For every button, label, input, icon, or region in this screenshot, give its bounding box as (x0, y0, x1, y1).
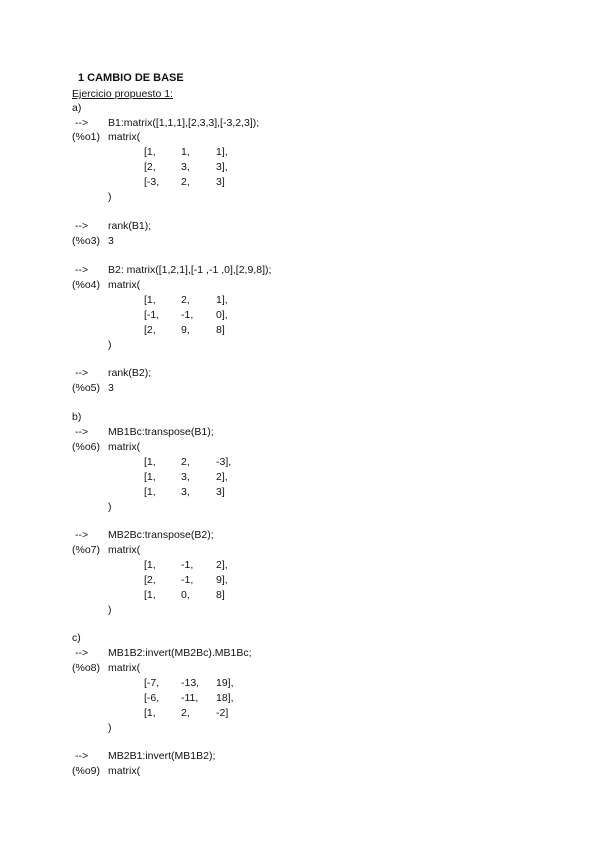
input-line: B1:matrix([1,1,1],[2,3,3],[-3,2,3]); (108, 117, 260, 129)
matrix-entry: 3, (181, 471, 190, 483)
matrix-entry: -2] (216, 707, 229, 719)
input-line: rank(B1); (108, 220, 152, 232)
input-prompt: --> (75, 220, 89, 232)
output-text: 3 (108, 382, 114, 394)
output-text: matrix( (108, 131, 141, 143)
matrix-entry: -1, (181, 309, 194, 321)
matrix-entry: [1, (144, 707, 156, 719)
input-prompt: --> (75, 647, 89, 659)
output-text: matrix( (108, 441, 141, 453)
matrix-entry: 9, (181, 324, 190, 336)
exercise-title: Ejercicio propuesto 1: (72, 88, 173, 100)
output-label: (%o5) (72, 382, 101, 394)
input-prompt: --> (75, 426, 89, 438)
output-label: (%o4) (72, 279, 101, 291)
matrix-entry: 3, (181, 486, 190, 498)
matrix-close: ) (108, 501, 112, 513)
matrix-entry: -11, (181, 692, 199, 704)
matrix-entry: 2, (181, 456, 190, 468)
output-label: (%o8) (72, 662, 101, 674)
matrix-entry: 2], (216, 471, 228, 483)
matrix-entry: [1, (144, 456, 156, 468)
output-text: 3 (108, 235, 114, 247)
matrix-entry: [1, (144, 146, 156, 158)
matrix-entry: 8] (216, 324, 225, 336)
matrix-close: ) (108, 339, 112, 351)
matrix-entry: 3, (181, 161, 190, 173)
matrix-entry: 3] (216, 486, 225, 498)
matrix-entry: [2, (144, 161, 156, 173)
output-label: (%o1) (72, 131, 101, 143)
input-line: MB1Bc:transpose(B1); (108, 426, 214, 438)
part-c-label: c) (72, 632, 81, 644)
output-label: (%o6) (72, 441, 101, 453)
matrix-entry: 3], (216, 161, 228, 173)
output-label: (%o7) (72, 544, 101, 556)
matrix-entry: [1, (144, 559, 156, 571)
matrix-entry: [-3, (144, 176, 160, 188)
matrix-entry: 8] (216, 589, 225, 601)
output-label: (%o9) (72, 765, 101, 777)
output-text: matrix( (108, 765, 141, 777)
matrix-entry: [-7, (144, 677, 160, 689)
matrix-entry: 1], (216, 146, 228, 158)
output-label: (%o3) (72, 235, 101, 247)
matrix-entry: [1, (144, 589, 156, 601)
input-line: MB2B1:invert(MB1B2); (108, 750, 216, 762)
output-text: matrix( (108, 662, 141, 674)
input-prompt: --> (75, 750, 89, 762)
matrix-entry: 3] (216, 176, 225, 188)
input-prompt: --> (75, 117, 89, 129)
matrix-entry: 2, (181, 294, 190, 306)
input-line: B2: matrix([1,2,1],[-1 ,-1 ,0],[2,9,8]); (108, 264, 272, 276)
matrix-entry: [2, (144, 574, 156, 586)
matrix-entry: [1, (144, 294, 156, 306)
input-line: MB1B2:invert(MB2Bc).MB1Bc; (108, 647, 252, 659)
matrix-entry: 1], (216, 294, 228, 306)
output-text: matrix( (108, 544, 141, 556)
section-title: 1 CAMBIO DE BASE (78, 72, 184, 84)
matrix-entry: 2, (181, 707, 190, 719)
matrix-close: ) (108, 722, 112, 734)
matrix-close: ) (108, 604, 112, 616)
matrix-close: ) (108, 191, 112, 203)
matrix-entry: [1, (144, 471, 156, 483)
input-line: MB2Bc:transpose(B2); (108, 529, 214, 541)
matrix-entry: [1, (144, 486, 156, 498)
matrix-entry: 2, (181, 176, 190, 188)
matrix-entry: 0, (181, 589, 190, 601)
matrix-entry: 19], (216, 677, 234, 689)
matrix-entry: [2, (144, 324, 156, 336)
matrix-entry: 9], (216, 574, 228, 586)
input-prompt: --> (75, 367, 89, 379)
matrix-entry: -3], (216, 456, 232, 468)
matrix-entry: 0], (216, 309, 228, 321)
matrix-entry: 2], (216, 559, 228, 571)
output-text: matrix( (108, 279, 141, 291)
input-line: rank(B2); (108, 367, 152, 379)
matrix-entry: -1, (181, 574, 194, 586)
matrix-entry: 18], (216, 692, 234, 704)
matrix-entry: -13, (181, 677, 200, 689)
part-a-label: a) (72, 102, 82, 114)
matrix-entry: -1, (181, 559, 194, 571)
part-b-label: b) (72, 411, 82, 423)
matrix-entry: [-6, (144, 692, 160, 704)
input-prompt: --> (75, 264, 89, 276)
input-prompt: --> (75, 529, 89, 541)
matrix-entry: [-1, (144, 309, 160, 321)
matrix-entry: 1, (181, 146, 190, 158)
